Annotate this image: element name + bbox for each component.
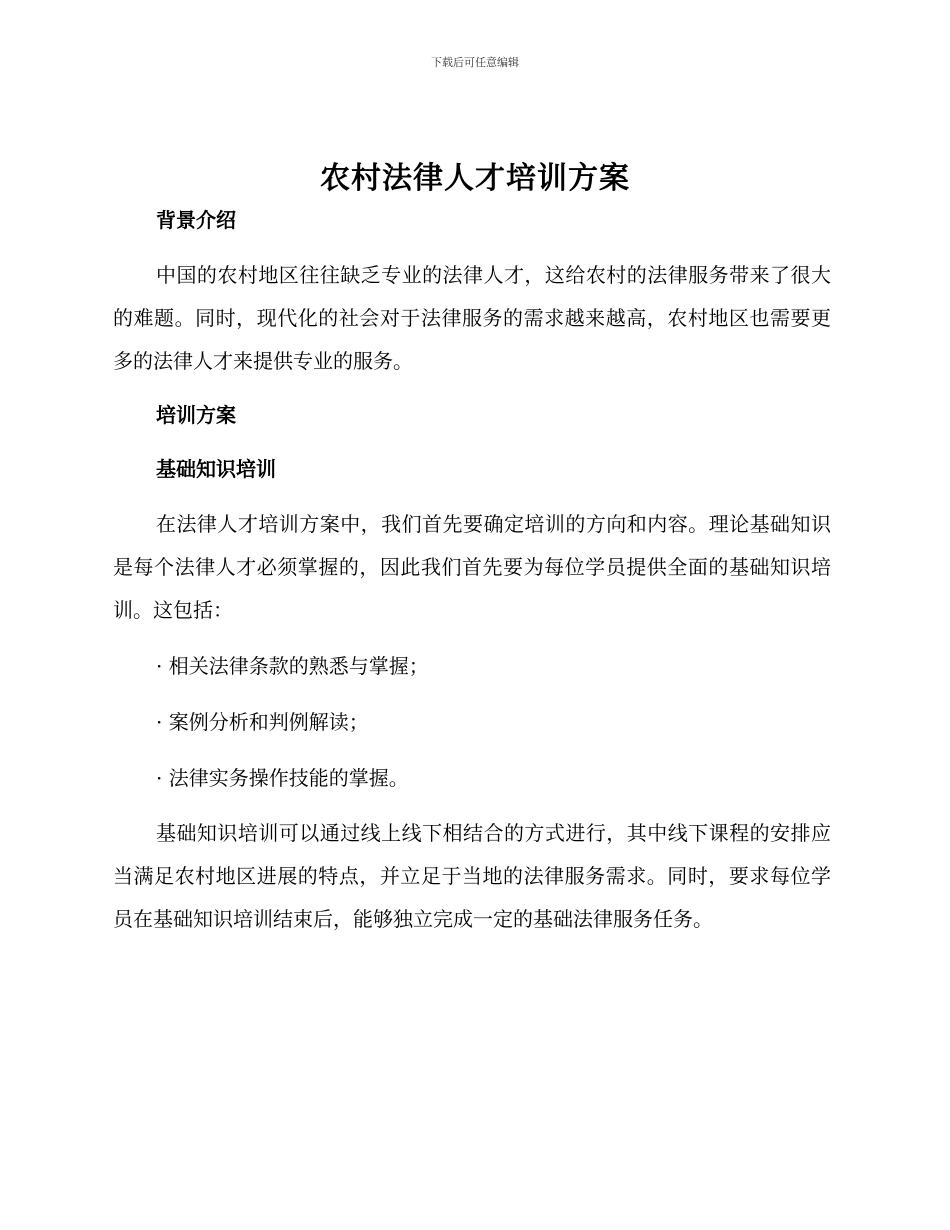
document-body bbox=[113, 200, 831, 941]
bullet-item: · 法律实务操作技能的掌握。 bbox=[156, 766, 409, 790]
bullet-item: · 案例分析和判例解读； bbox=[156, 710, 369, 734]
closing-paragraph: 基础知识培训可以通过线上线下相结合的方式进行，其中线下课程的安排应当满足农村地区进展的特点，并立足于当地的法律服务需求。同时，要求每位学员在基础知识培训结束后，能够独立完成一定的基础法律服务任务。 bbox=[113, 821, 831, 931]
background-paragraph: 中国的农村地区往往缺乏专业的法律人才，这给农村的法律服务带来了很大的难题。同时，现代化的社会对于法律服务的需求越来越高，农村地区也需要更多的法律人才来提供专业的服务。 bbox=[113, 263, 831, 373]
page-header-note: 下载后可任意编辑 bbox=[431, 56, 519, 69]
bullet-item: · 相关法律条款的熟悉与掌握； bbox=[156, 654, 429, 678]
section-heading-training: 培训方案 bbox=[156, 403, 236, 427]
section-heading-basic-knowledge: 基础知识培训 bbox=[156, 457, 276, 481]
document-title: 农村法律人才培训方案 bbox=[320, 161, 630, 196]
section-heading-background: 背景介绍 bbox=[156, 208, 236, 232]
basic-knowledge-paragraph: 在法律人才培训方案中，我们首先要确定培训的方向和内容。理论基础知识是每个法律人才必须掌握的，因此我们首先要为每位学员提供全面的基础知识培训。这包括： bbox=[113, 512, 831, 622]
